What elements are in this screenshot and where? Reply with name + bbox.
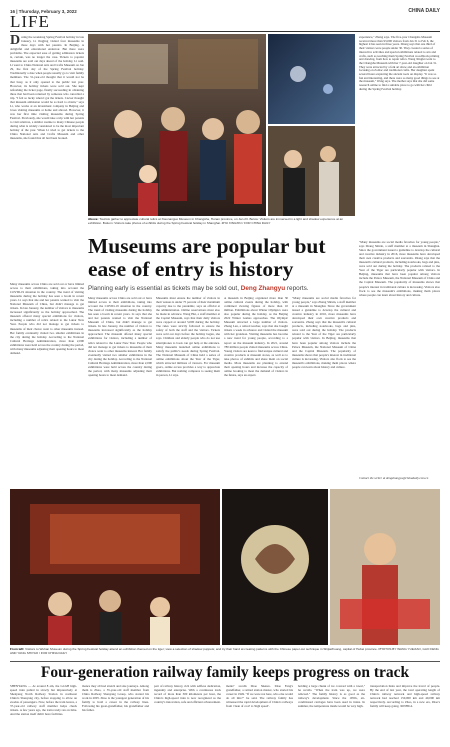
second-story-column-2: mance they all had stretch and size journeys. Among them is Zhao, a 35-year-old staff member from China Railway Shenyang Group, who started his work in 2005. Zhao is the youngest generation of his family to hold a career in the railway lines. Following his great-grandfather, his grandfather and his father. — [82, 684, 149, 713]
caption-label: Above: — [88, 217, 99, 221]
lead-story-column-6: "Many museums are social media favorites for young people," says Zhang Shixin, a staff member at a museum in Shanghai. Since the government issued a guideline to develop the cultural and creative industry in 2016, more museums have developed their own creative products and souvenirs. Zhang says that the museum's cultural products, including notebooks, bags and pins, were sold out during the holiday. The products related to the Year of the Tiger are particularly popular with visitors. In Beijing, museums that have been popular among visitors include the Palace Museum, the National Museum of China and the Capital Museum. The popularity of museums shows that people's interest in traditional culture is increasing. Visitors also flock to see the museum's exhibitions, making them places where people can learn about history and culture. — [292, 296, 356, 369]
second-story-column-6: transportation links and improve the travel of people. By the end of last year, the total operating length of China's railway network and high-speed railway network had reached 150,000 km and 40,000 km respectively. According to Zhao, in a new era, Zhao's family will keep going. XINHUA — [370, 684, 440, 709]
subhead-suffix: reports. — [285, 285, 309, 292]
lead-story-right-column — [359, 240, 440, 472]
page-header — [10, 8, 440, 18]
second-story-column-5: holding a large chunk of ice covered with a towel," he recalls. "When the train was up, we were relieved." The family history is as good as the railway's development. Since the 1950s, air-conditioned carriages have been used in trains. In summer, the temperature inside would be very high. — [298, 684, 365, 709]
lead-story-subhead — [88, 285, 353, 292]
contact-line: Contact the writer at dengzhangyu@chinadaily.com.cn — [359, 476, 429, 480]
bottom-photo-strip — [10, 489, 440, 645]
subhead-text: Planning early is essential as tickets may be sold out, — [88, 285, 241, 292]
lead-story-column-1: Li went to China National Arts and Crafts Museum on Jan 29, the first day of the Spring Festival holiday. Traditionally a date when people usually go to visit family members. The 31-year-old thought that it would not be that busy, as it only opened to the public last year. However, its holiday tickets were sold out. She kept refreshing the ticket page, finally succeeding in obtaining three that had been returned by someone who cancelled a trip. "I felt so lucky when I got the tickets. I never thought that museum admission would be so hard to obtain," says Li, who works at an investment company in Beijing and loves visiting museums at home and abroad. However, it was her first time visiting museums during Spring Festival. Previously, she would take a trip with her parents to visit relatives, a similar routine to many Chinese people during what is widely considered to be the most important holiday of the year. When Li tried to get tickets to the China National Arts and Crafts Museum and other museums, she found that all had been booked. — [10, 63, 84, 141]
byline: Deng Zhangyu — [240, 285, 286, 292]
top-photo-caption — [88, 218, 355, 232]
drop-cap: D — [10, 35, 21, 48]
intro-text: uring the weeklong Spring Festival holiday in late January, Li Jingjing visited four museums in three days with her parents. In Beijing. A delightful and educational endeavor. But there were problems. The expected ease of getting admission tickets is, certain, was no longer the case. Tickets to popular museums are sold out days ahead of the holiday, Li said. — [10, 35, 84, 64]
lead-story-headline: Museums are popular but ease of entry is history — [88, 234, 326, 281]
top-photo-collage — [88, 34, 355, 216]
story-divider — [10, 661, 440, 662]
second-story-column-4: ments" recalls Zhao Shenzo. Zhao Feng's grandfather, a retired station master, who started his career in 1949. "If we were not here, who else would do all this?" he said. The railway family has witnessed the rapid development of China's railways from 'clean of coal' to 'high speed'. — [226, 684, 293, 709]
lead-story-column-4: A museum in Beijing organized more than 30 online cultural events during the holiday, with combined viewing figures of more than 10 million. Exhibitions about Winter Olympics were also popular during the holiday, as the Beijing 2022 Winter Games approaches. The Olympic Museum attracted a large number of visitors. Zhang Lan, a retired teacher, says that she bought tickets a week in advance and visited the museum with her grandson. Visiting museums has become a new trend for young people, according to a report on the museum industry. In 2021, around 780 million people visited museums across China. Young visitors are keen to find unique cultural and creative products at museum stores, as well as to take photos of exhibits and share them on social media. More museums are planning to extend their opening hours and increase the capacity of online booking to meet the demand of visitors in the future, says an expert. — [224, 296, 288, 377]
bottom-photo-caption — [10, 648, 440, 658]
publication-name: CHINA DAILY — [408, 8, 440, 14]
lead-story-column-5 — [359, 36, 440, 216]
museum-exhibition-photos — [10, 489, 440, 645]
column-5-text: experience," Zhang says. The five-year Changsha Museum received more than 93,000 visitors from Jan 31 to Feb 6, the highest it has seen in three years. Zhang says that one third of their visitors were people under 30. They created a series of interactive activities and special exhibitions related to arts and crafts, such as teaching them Spring Festival woodblock printing and drawing, from how to repair relics. Wang Xingfei went to the Changsha Museum with her 7-year-old daughter on Jan 31. They were attracted by a folk art show and an exhibition focusing on Zodiac and traditional crafts. Her daughter spent several hours exploring the ancient tools on display. "It was so fun and interesting, and there were so many good things to see at the museum," Wang says. The mother says that she did some research online to find a suitable place to go with her child during the Spring Festival holiday. — [359, 35, 440, 91]
bottom-caption-text: Visitors to Wuhan Museum during the Spring Festival holiday attend an exhibition themed on the tiger; view a selection of shadow puppets; and try their hand at creating patterns with the Chinese paper-cut technique in Shijiazhuang, capital of Hebei province. PHOTOS BY WANG YUEJIAO, GAO FENG AND YANG SHIYAO / FOR CHINA DAILY — [10, 647, 439, 655]
lead-story-intro — [10, 35, 84, 279]
second-story-column-1: SHENYANG — At around 8 am, the G1228 high-speed train pulled in slowly but impressively at Shenyang North Railway Station in northeast China's Shenyang city, before stopping to allow an exodus of passengers. Now, before the train leaves, a 37-year-old railway staff member helps check tickets. A few years ago, the train rarely ran on time. And the station itself didn't have facilities. — [10, 684, 77, 717]
left-continuation-text: Many museums across China are sold out or have limited access to their exhibitions, taking into account the COVID-19 situation in the country. The trend of visiting museums during the holiday has seen a boom in recent years. Li says that she and her parents wanted to visit the National Museum of China, but didn't manage to get tickets. In late January, the number of visitors to museums increased significantly as the holiday approached. The museum offered many special exhibitions for visitors, including a number of relics related to the Lunar New Year. People who did not manage to get tickets to museums of their choice went to other museums instead. Her family eventually visited two smaller exhibitions in the city during the holiday. According to the National Cultural Heritage Administration, more than 2,000 exhibitions were held across the country during the period, with many museums adjusting their opening hours to meet demand. — [10, 282, 84, 355]
bottom-caption-label: From left: — [10, 647, 25, 651]
page-date: 16 | Thursday, February 3, 2022 — [10, 9, 77, 14]
museum-visitors-photo — [88, 34, 355, 216]
right-column-text: "Many museums are social media favorites for young people," says Zhang Shixin, a staff member at a museum in Shanghai. Since the government issued a guideline to develop the cultural and creative industry in 2016, more museums have developed their own creative products and souvenirs. Zhang says that the museum's cultural products, including notebooks, bags and pins, were sold out during the holiday. The products related to the Year of the Tiger are particularly popular with visitors. In Beijing, museums that have been popular among visitors include the Palace Museum, the National Museum of China and the Capital Museum. The popularity of museums shows that people's interest in traditional culture is increasing. Visitors also flock to see the museum's exhibitions, making them places where people can learn about history and culture. — [359, 240, 440, 297]
second-story-headline: Four-generation railway family keeps progress on track — [40, 664, 410, 681]
caption-text: Tourists gather to appreciate cultural relics at Xiaonanguo Museum in Changsha, Hunan province, on Jan 23. Below: Visitors are immersed in a light and shadow experience at an exhibition. Bottom: Visitors take photos of exhibits during the Spring Festival holiday in Shanghai. ZHU XINGXIN / FOR CHINA DAILY — [88, 217, 344, 225]
lead-story-column-3: Museums must ensure the number of visitors in their venues is under 75 percent of their maximum capacity due to the pandemic, says an official at the administration. Online reservations must also be made in advance. Wang Hui, a staff member at the Capital Museum, says that their daily visitors were capped at around 5,000 during the holiday. The rules were strictly followed to ensure the safety of both the staff and the visitors. Tickets were sold out days before the holiday began, she says. Children and elderly people who do not use smartphones to book can get help at the entrance. Many museums launched online exhibitions to satisfy the public's needs during Spring Festival. The National Museum of China held a series of online exhibitions about the Year of the Tiger, which attracted millions of viewers. For museum goers, online access provides a way to appreciate exhibitions. But nothing compares to seeing them in person, Li says. — [156, 296, 220, 377]
section-title: LIFE — [10, 12, 50, 31]
second-story-column-3: part of railway history, rich with selfless dedication, ingenuity and enterprise. With a continuous track record of more than 300 kilometers per hour, the China's high-speed train is now recognized as the country's innovation, safe and efficient advancement. — [154, 684, 221, 705]
section-rule — [10, 31, 440, 32]
lead-story-left-continuation — [10, 282, 84, 484]
lead-story-column-2: Many museums across China are sold out or have limited access to their exhibitions, taking into account the COVID-19 situation in the country. The trend of visiting museums during the holiday has seen a boom in recent years. Li says that she and her parents wanted to visit the National Museum of China, but didn't manage to get tickets. In late January, the number of visitors to museums increased significantly as the holiday approached. The museum offered many special exhibitions for visitors, including a number of relics related to the Lunar New Year. People who did not manage to get tickets to museums of their choice went to other museums instead. Her family eventually visited two smaller exhibitions in the city during the holiday. According to the National Cultural Heritage Administration, more than 2,000 exhibitions were held across the country during the period, with many museums adjusting their opening hours to meet demand. — [88, 296, 152, 377]
